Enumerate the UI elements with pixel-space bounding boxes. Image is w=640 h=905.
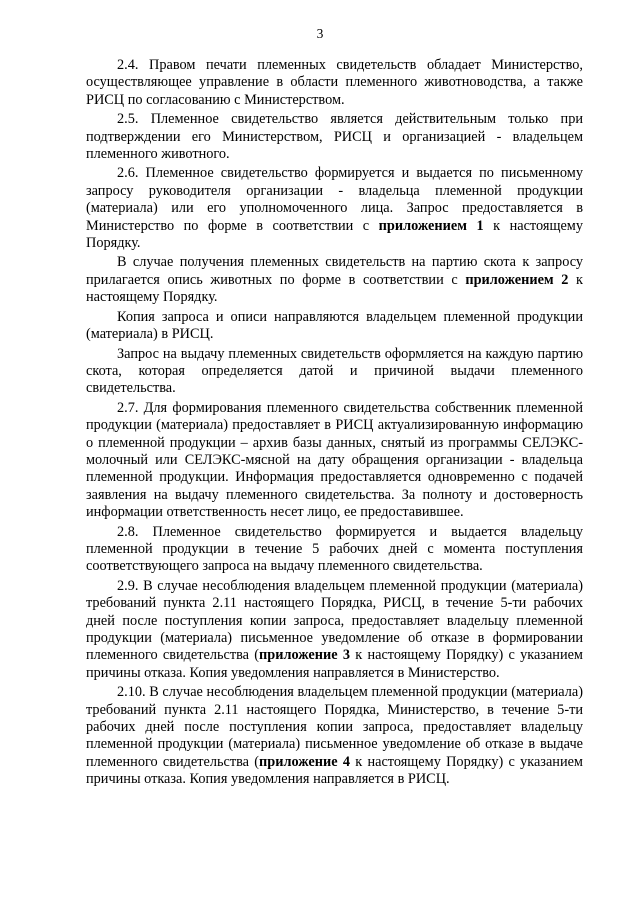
appendix-1-reference: приложением 1 [378, 217, 484, 234]
paragraph-2-7: 2.7. Для формирования племенного свидетельства собственник племенной продукции (материала) предоставляет в РИСЦ актуализированную информацию о племенной продукции – архив базы данных, снятый из программы СЕЛЭКС-молочный или СЕЛЭКС-мясной на дату обращения организации - владельца племенной продукции. Информация предоставляется одновременно с подачей заявления на выдачу племенного свидетельства. За полноту и достоверность информации ответственность несет лицо, ее предоставившее. [86, 399, 583, 521]
paragraph-2-9: 2.9. В случае несоблюдения владельцем племенной продукции (материала) требований пункта 2.11 настоящего Порядка, РИСЦ, в течение 5-ти рабочих дней после поступления копии запроса, предоставляет владельцу племенной продукции (материала) письменное уведомление об отказе в формировании племенного свидетельства (приложение 3 к настоящему Порядку) с указанием причины отказа. Копия уведомления направляется в Министерство. [86, 577, 583, 681]
appendix-4-reference: приложение 4 [259, 753, 350, 770]
paragraph-request-copy: Копия запроса и описи направляются владельцем племенной продукции (материала) в РИСЦ. [86, 308, 583, 343]
page-number: 3 [316, 26, 324, 41]
paragraph-2-8: 2.8. Племенное свидетельство формируется и выдается владельцу племенной продукции в течение 5 рабочих дней с момента поступления соответствующего запроса на выдачу племенного свидетельства. [86, 523, 583, 575]
paragraph-batch-inventory: В случае получения племенных свидетельств на партию скота к запросу прилагается опись животных по форме в соответствии с приложением 2 к настоящему Порядку. [86, 254, 583, 306]
appendix-2-reference: приложением 2 [465, 271, 569, 288]
paragraph-2-5: 2.5. Племенное свидетельство является действительным только при подтверждении его Министерством, РИСЦ и организацией - владельцем племенного животного. [86, 111, 583, 163]
paragraph-request-per-batch: Запрос на выдачу племенных свидетельств оформляется на каждую партию скота, которая определяется датой и причиной выдачи племенного свидетельства. [86, 345, 583, 397]
document-body [86, 57, 583, 791]
paragraph-2-4: 2.4. Правом печати племенных свидетельств обладает Министерство, осуществляющее управление в области племенного животноводства, а также РИСЦ по согласованию с Министерством. [86, 57, 583, 108]
paragraph-2-6: 2.6. Племенное свидетельство формируется и выдается по письменному запросу руководителя организации - владельца племенной продукции (материала) или его уполномоченного лица. Запрос предоставляется в Министерство по форме в соответствии с приложением 1 к настоящему Порядку. [86, 165, 583, 252]
paragraph-2-10: 2.10. В случае несоблюдения владельцем племенной продукции (материала) требований пункта 2.11 настоящего Порядка, Министерство, в течение 5-ти рабочих дней после поступления копии запроса, предоставляет владельцу племенной продукции (материала) письменное уведомление об отказе в выдаче племенного свидетельства (приложение 4 к настоящему Порядку) с указанием причины отказа. Копия уведомления направляется в РИСЦ. [86, 684, 583, 788]
appendix-3-reference: приложение 3 [259, 647, 350, 664]
